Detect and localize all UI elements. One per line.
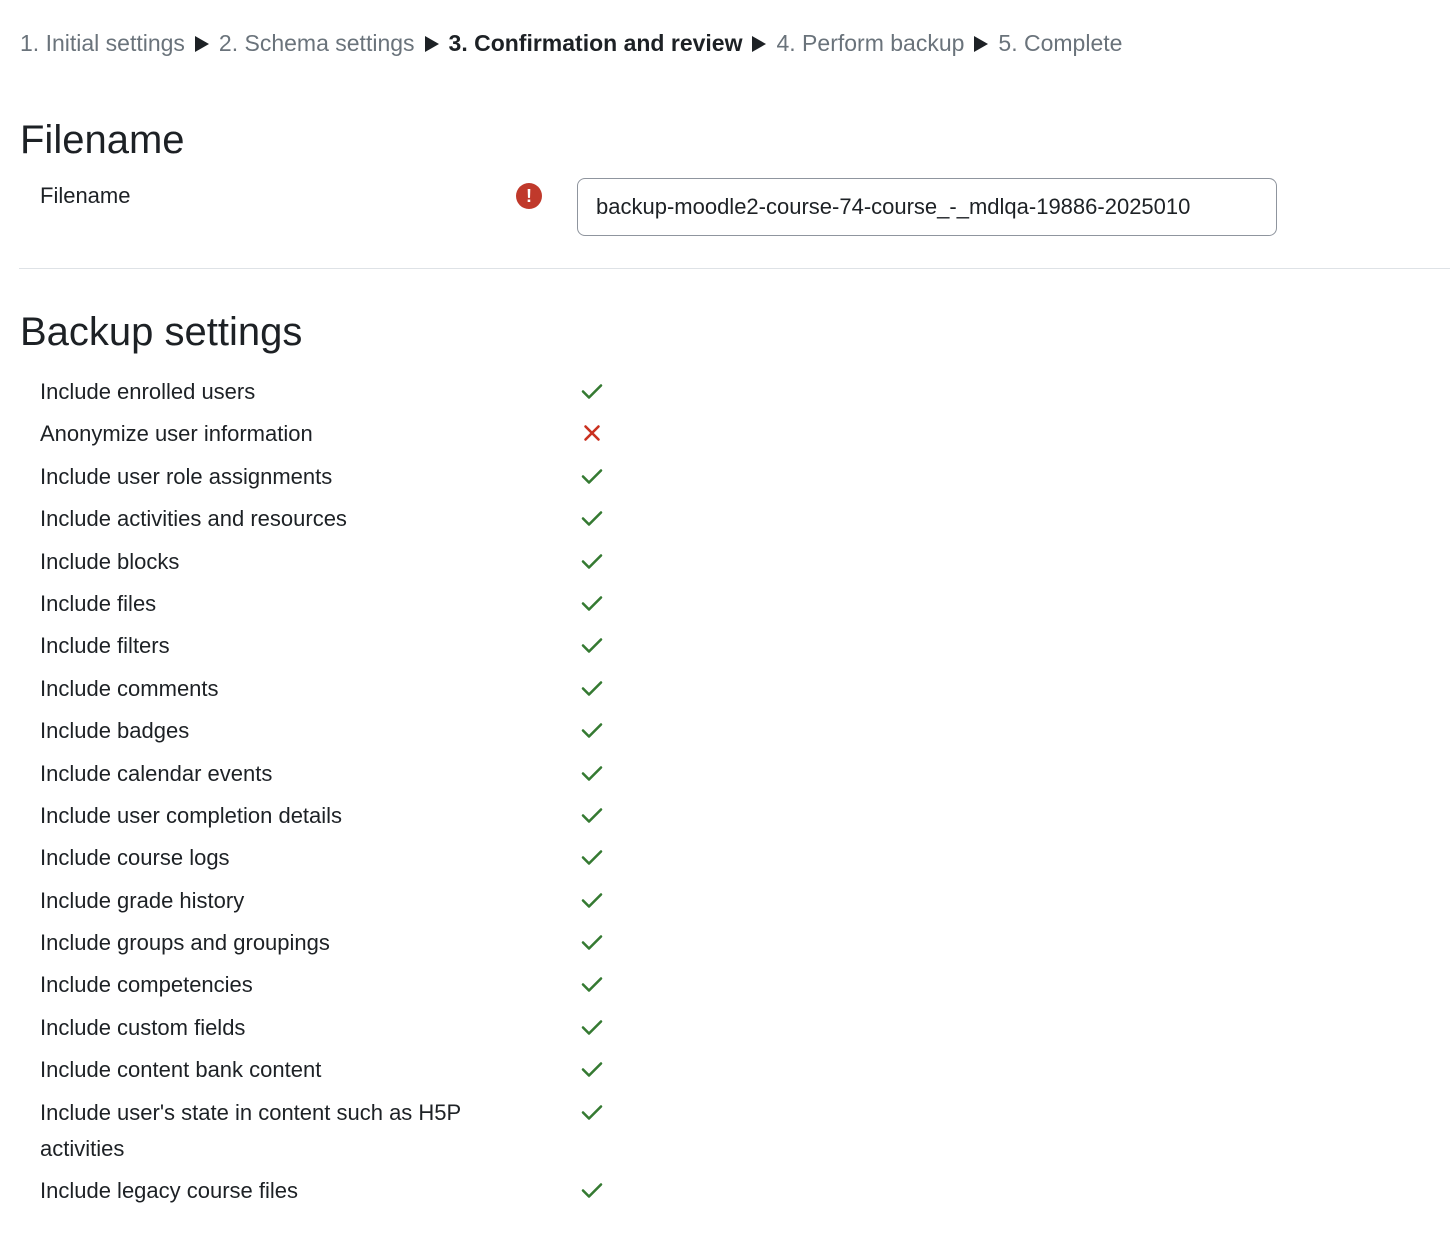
check-icon — [578, 716, 606, 744]
backup-setting-row — [0, 750, 700, 792]
backup-setting-label: Include user completion details — [40, 802, 343, 828]
backup-setting-row — [0, 792, 700, 834]
backup-setting-row — [0, 538, 700, 580]
step-initial-settings: 1. Initial settings — [20, 30, 185, 56]
check-icon — [578, 843, 606, 871]
check-icon — [578, 928, 606, 956]
check-icon — [578, 801, 606, 829]
backup-setting-label: Anonymize user information — [40, 421, 313, 447]
backup-settings-heading: Backup settings — [20, 310, 303, 354]
step-arrow-icon — [752, 36, 766, 52]
backup-setting-label: Include user role assignments — [40, 463, 333, 489]
backup-setting-row — [0, 1089, 700, 1167]
check-icon — [578, 462, 606, 490]
backup-setting-label: Include calendar events — [40, 760, 273, 786]
step-complete: 5. Complete — [998, 30, 1123, 56]
check-icon — [578, 547, 606, 575]
check-icon — [578, 504, 606, 532]
backup-setting-label: Include files — [40, 590, 157, 616]
check-icon — [578, 1176, 606, 1204]
backup-setting-label: Include course logs — [40, 845, 230, 871]
step-schema-settings: 2. Schema settings — [218, 30, 415, 56]
backup-setting-row — [0, 622, 700, 664]
backup-setting-row — [0, 707, 700, 749]
backup-setting-label: Include comments — [40, 675, 219, 701]
check-icon — [578, 1098, 606, 1126]
step-arrow-icon — [974, 36, 988, 52]
backup-setting-row — [0, 1167, 700, 1209]
check-icon — [578, 589, 606, 617]
backup-setting-row — [0, 410, 700, 452]
check-icon — [578, 377, 606, 405]
backup-setting-row — [0, 834, 700, 876]
backup-stepper — [20, 30, 1122, 57]
backup-setting-label: Include enrolled users — [40, 379, 256, 404]
section-divider — [19, 268, 1450, 269]
backup-setting-label: Include custom fields — [40, 1014, 246, 1040]
check-icon — [578, 631, 606, 659]
backup-setting-row — [0, 495, 700, 537]
backup-setting-label: Include filters — [40, 633, 170, 659]
check-icon — [578, 886, 606, 914]
step-perform-backup: 4. Perform backup — [776, 30, 965, 56]
backup-setting-row — [0, 961, 700, 1003]
filename-label: Filename — [40, 183, 131, 208]
cross-icon — [578, 419, 606, 447]
backup-setting-row — [0, 580, 700, 622]
backup-setting-row — [0, 919, 700, 961]
backup-setting-label: Include blocks — [40, 548, 180, 574]
filename-input[interactable] — [577, 178, 1277, 236]
step-arrow-icon — [425, 36, 439, 52]
backup-setting-row — [0, 877, 700, 919]
check-icon — [578, 1055, 606, 1083]
step-arrow-icon — [195, 36, 209, 52]
backup-setting-label: Include groups and groupings — [40, 930, 330, 956]
backup-setting-label: Include competencies — [40, 972, 253, 998]
backup-setting-row — [0, 1004, 700, 1046]
step-confirmation-and-review: 3. Confirmation and review — [448, 30, 743, 56]
backup-setting-row — [0, 453, 700, 495]
backup-setting-label: Include badges — [40, 718, 190, 744]
backup-setting-row — [0, 368, 700, 410]
backup-setting-label: Include content bank content — [40, 1057, 322, 1083]
backup-setting-row — [0, 665, 700, 707]
backup-settings-list — [0, 368, 700, 1209]
backup-setting-label: Include legacy course files — [40, 1177, 299, 1203]
check-icon — [578, 1013, 606, 1041]
backup-setting-label: Include user's state in content such as H5P activities — [40, 1099, 461, 1161]
exclamation-circle-icon: ! — [516, 183, 542, 209]
backup-setting-label: Include activities and resources — [40, 506, 347, 532]
backup-setting-label: Include grade history — [40, 887, 245, 913]
check-icon — [578, 970, 606, 998]
check-icon — [578, 759, 606, 787]
filename-section-heading: Filename — [20, 118, 185, 162]
backup-setting-row — [0, 1046, 700, 1088]
check-icon — [578, 674, 606, 702]
